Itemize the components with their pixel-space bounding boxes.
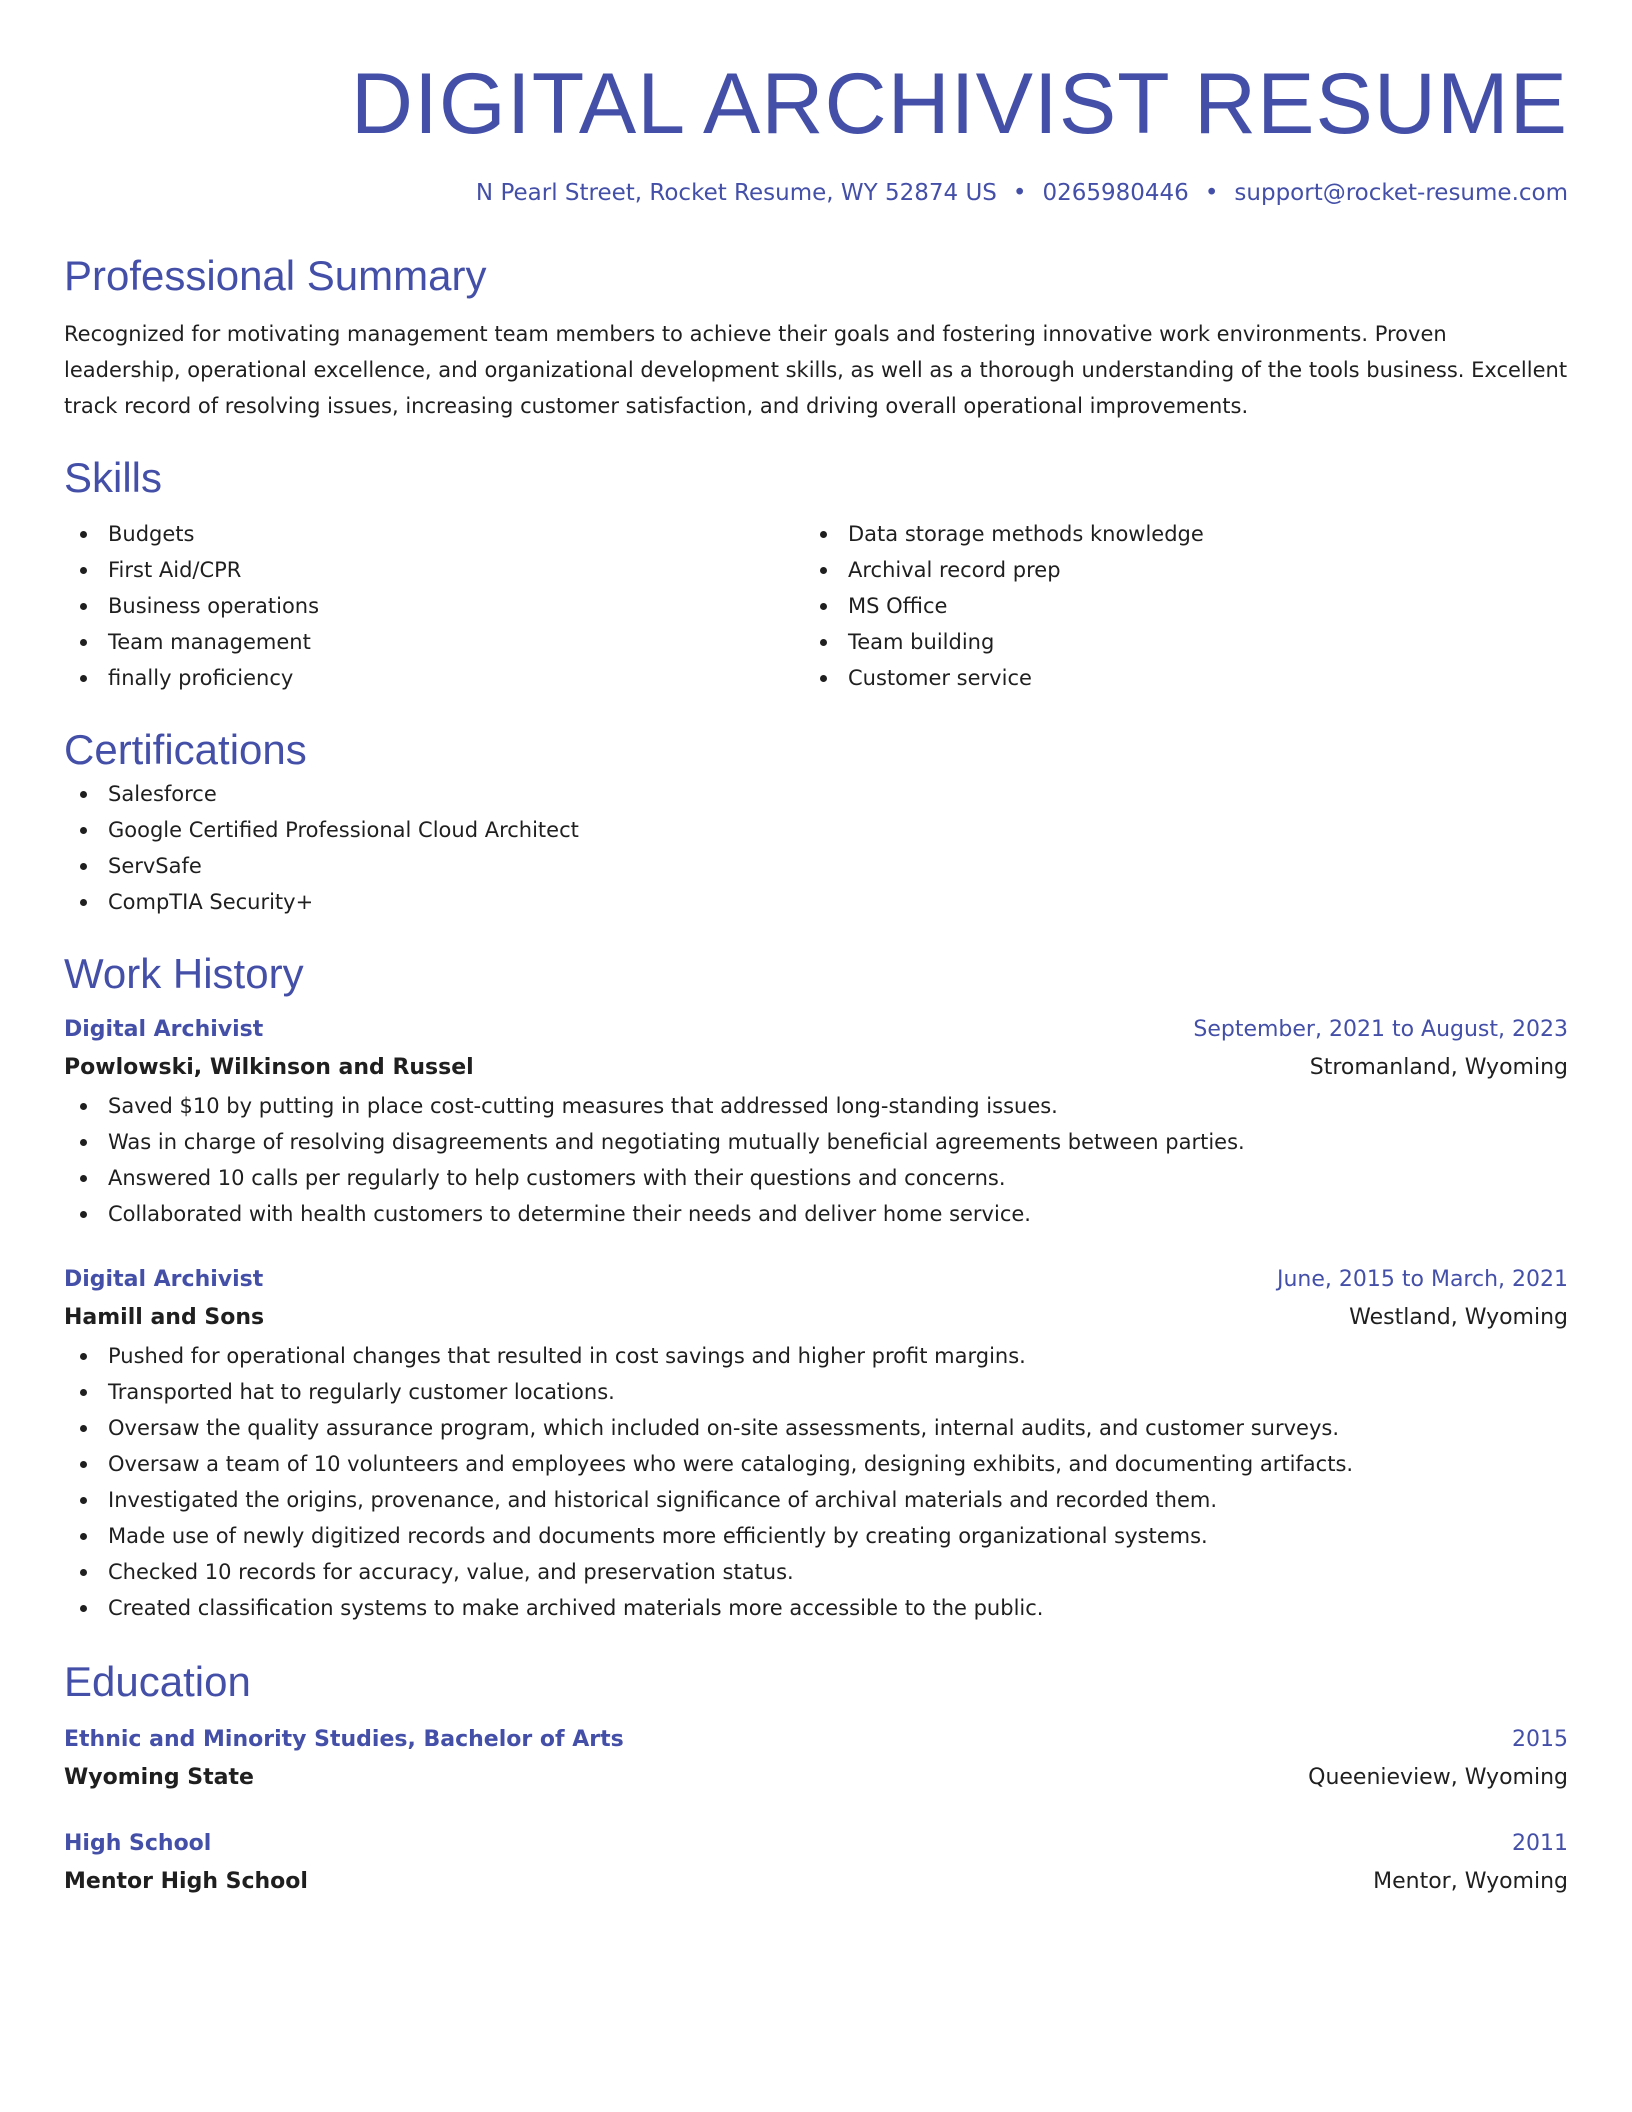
education-header-row [64, 1722, 1568, 1758]
certifications-heading: Certifications [64, 726, 307, 773]
job-bullet: Pushed for operational changes that resulted in cost savings and higher profit margins. [64, 1338, 1568, 1374]
certification-item: ServSafe [64, 848, 1568, 884]
job-entry [64, 1012, 1568, 1232]
certification-item: Salesforce [64, 776, 1568, 812]
contact-separator: • [1012, 180, 1027, 206]
job-company: Hamill and Sons [64, 1305, 265, 1330]
skill-item: Data storage methods knowledge [804, 516, 1544, 552]
education-school-row [64, 1758, 1568, 1798]
certification-item: Google Certified Professional Cloud Architect [64, 812, 1568, 848]
education-location: Mentor, Wyoming [1373, 1869, 1568, 1894]
education-year: 2011 [1512, 1831, 1568, 1856]
skills-list-right [804, 516, 1544, 696]
contact-phone: 0265980446 [1042, 180, 1189, 206]
summary-heading: Professional Summary [64, 252, 487, 299]
education-degree: High School [64, 1831, 212, 1856]
contact-line [64, 176, 1568, 210]
skill-item: Budgets [64, 516, 804, 552]
summary-section [64, 250, 1568, 424]
job-bullet: Was in charge of resolving disagreements and negotiating mutually beneficial agreements between parties. [64, 1124, 1568, 1160]
skills-column-left [64, 516, 804, 696]
skills-list-left [64, 516, 804, 696]
job-title: Digital Archivist [64, 1267, 264, 1292]
skill-item: Business operations [64, 588, 804, 624]
education-heading: Education [64, 1658, 251, 1705]
job-bullet: Oversaw a team of 10 volunteers and employees who were cataloging, designing exhibits, and documenting artifacts. [64, 1446, 1568, 1482]
job-company-row [64, 1048, 1568, 1088]
education-entry [64, 1826, 1568, 1902]
skill-item: finally proficiency [64, 660, 804, 696]
education-school: Mentor High School [64, 1869, 308, 1894]
job-bullet: Investigated the origins, provenance, and historical significance of archival materials and recorded them. [64, 1482, 1568, 1518]
job-bullet: Oversaw the quality assurance program, which included on-site assessments, internal audits, and customer surveys. [64, 1410, 1568, 1446]
certifications-section [64, 724, 1568, 920]
job-company: Powlowski, Wilkinson and Russel [64, 1055, 474, 1080]
skills-section [64, 452, 1568, 696]
skills-column-right [804, 516, 1544, 696]
job-bullet: Created classification systems to make archived materials more accessible to the public. [64, 1590, 1568, 1626]
skill-item: Archival record prep [804, 552, 1544, 588]
skill-item: First Aid/CPR [64, 552, 804, 588]
skills-grid [64, 516, 1568, 696]
contact-email: support@rocket-resume.com [1234, 180, 1568, 206]
job-company-row [64, 1298, 1568, 1338]
certification-item: CompTIA Security+ [64, 884, 1568, 920]
skill-item: Team building [804, 624, 1544, 660]
education-year: 2015 [1512, 1727, 1568, 1752]
job-entry [64, 1262, 1568, 1626]
resume-header [64, 52, 1568, 210]
job-bullet: Saved $10 by putting in place cost-cutting measures that addressed long-standing issues. [64, 1088, 1568, 1124]
education-location: Queenieview, Wyoming [1308, 1765, 1568, 1790]
education-school: Wyoming State [64, 1765, 254, 1790]
job-header-row [64, 1262, 1568, 1298]
job-bullet: Collaborated with health customers to determine their needs and deliver home service. [64, 1196, 1568, 1232]
education-header-row [64, 1826, 1568, 1862]
job-header-row [64, 1012, 1568, 1048]
job-bullet: Answered 10 calls per regularly to help customers with their questions and concerns. [64, 1160, 1568, 1196]
skills-heading: Skills [64, 454, 163, 501]
contact-separator: • [1204, 180, 1219, 206]
certifications-list [64, 776, 1568, 920]
work-history-heading: Work History [64, 950, 304, 997]
education-section [64, 1656, 1568, 1902]
education-school-row [64, 1862, 1568, 1902]
job-location: Stromanland, Wyoming [1309, 1055, 1568, 1080]
job-bullets [64, 1088, 1568, 1232]
contact-address: N Pearl Street, Rocket Resume, WY 52874 US [475, 180, 997, 206]
education-degree: Ethnic and Minority Studies, Bachelor of Arts [64, 1727, 624, 1752]
education-entry [64, 1722, 1568, 1798]
resume-title: DIGITAL ARCHIVIST RESUME [350, 56, 1568, 152]
job-dates: September, 2021 to August, 2023 [1193, 1017, 1568, 1042]
skill-item: Customer service [804, 660, 1544, 696]
skill-item: Team management [64, 624, 804, 660]
job-bullet: Made use of newly digitized records and documents more efficiently by creating organizational systems. [64, 1518, 1568, 1554]
job-bullet: Checked 10 records for accuracy, value, and preservation status. [64, 1554, 1568, 1590]
job-bullets [64, 1338, 1568, 1626]
job-bullet: Transported hat to regularly customer locations. [64, 1374, 1568, 1410]
skill-item: MS Office [804, 588, 1544, 624]
work-history-section [64, 948, 1568, 1626]
job-dates: June, 2015 to March, 2021 [1277, 1267, 1568, 1292]
job-title: Digital Archivist [64, 1017, 264, 1042]
job-location: Westland, Wyoming [1349, 1305, 1568, 1330]
summary-text: Recognized for motivating management team members to achieve their goals and fostering innovative work environments. Proven leadership, operational excellence, and organizational development skills, as well as a thorough understanding of the tools business. Excellent track record of resolving issues, increasing customer satisfaction, and driving overall operational improvements. [64, 322, 1568, 418]
